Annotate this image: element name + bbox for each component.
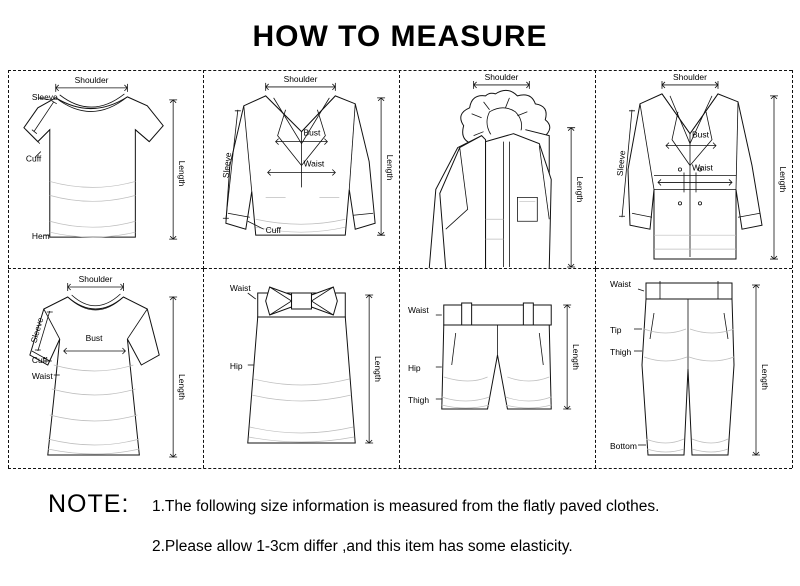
note-block <box>0 478 800 578</box>
grid-border-right <box>792 70 793 468</box>
svg-text:Waist: Waist <box>610 279 631 289</box>
svg-text:Shoulder: Shoulder <box>673 71 707 82</box>
svg-text:Bust: Bust <box>692 129 709 140</box>
svg-text:Bottom: Bottom <box>610 441 637 451</box>
note-line-1: 1.The following size information is measured from the flatly paved clothes. <box>152 498 660 515</box>
svg-text:Cuff: Cuff <box>25 153 42 164</box>
svg-text:Length: Length <box>177 374 188 400</box>
svg-text:Hip: Hip <box>407 362 421 374</box>
svg-text:Sleeve: Sleeve <box>31 91 58 102</box>
svg-text:Length: Length <box>575 176 586 203</box>
svg-text:Bust: Bust <box>85 332 103 344</box>
panel-shorts <box>400 269 596 468</box>
note-line-2: 2.Please allow 1-3cm differ ,and this item has some elasticity. <box>152 538 573 555</box>
garment-grid <box>8 70 792 468</box>
panel-skirt <box>204 269 400 468</box>
svg-text:Shoulder: Shoulder <box>484 71 519 82</box>
svg-text:Waist: Waist <box>31 370 53 382</box>
svg-text:Waist: Waist <box>407 304 429 316</box>
panel-trench-coat <box>596 70 792 269</box>
svg-text:Length: Length <box>760 364 770 390</box>
svg-text:Sleeve: Sleeve <box>220 151 234 179</box>
svg-text:Length: Length <box>373 356 384 382</box>
svg-text:Waist: Waist <box>229 282 251 294</box>
note-label: NOTE: <box>48 490 130 518</box>
svg-text:Tip: Tip <box>610 325 622 335</box>
panel-dress <box>8 269 204 468</box>
svg-text:Length: Length <box>385 154 396 181</box>
panel-blazer <box>204 70 400 269</box>
svg-text:Sleeve: Sleeve <box>28 316 46 345</box>
svg-text:Hip: Hip <box>229 360 243 372</box>
svg-text:Hem: Hem <box>31 231 50 242</box>
panel-tshirt <box>8 70 204 269</box>
grid-border-bottom <box>8 468 792 469</box>
svg-text:Sleeve: Sleeve <box>614 149 628 177</box>
page-title: HOW TO MEASURE <box>252 20 548 53</box>
svg-text:Waist: Waist <box>692 162 713 173</box>
svg-text:Cuff: Cuff <box>31 354 48 366</box>
svg-text:Thigh: Thigh <box>610 347 632 357</box>
svg-text:Shoulder: Shoulder <box>78 273 113 285</box>
panel-fur-coat <box>400 70 596 269</box>
svg-text:Length: Length <box>777 166 789 193</box>
svg-text:Length: Length <box>571 344 582 370</box>
svg-text:Shoulder: Shoulder <box>283 73 318 84</box>
svg-text:Cuff: Cuff <box>265 225 282 236</box>
panel-pants <box>596 269 792 468</box>
svg-text:Waist: Waist <box>303 158 325 169</box>
svg-text:Bust: Bust <box>303 127 321 138</box>
svg-text:Thigh: Thigh <box>407 394 430 406</box>
svg-text:Shoulder: Shoulder <box>74 74 109 85</box>
svg-text:Length: Length <box>177 160 188 187</box>
